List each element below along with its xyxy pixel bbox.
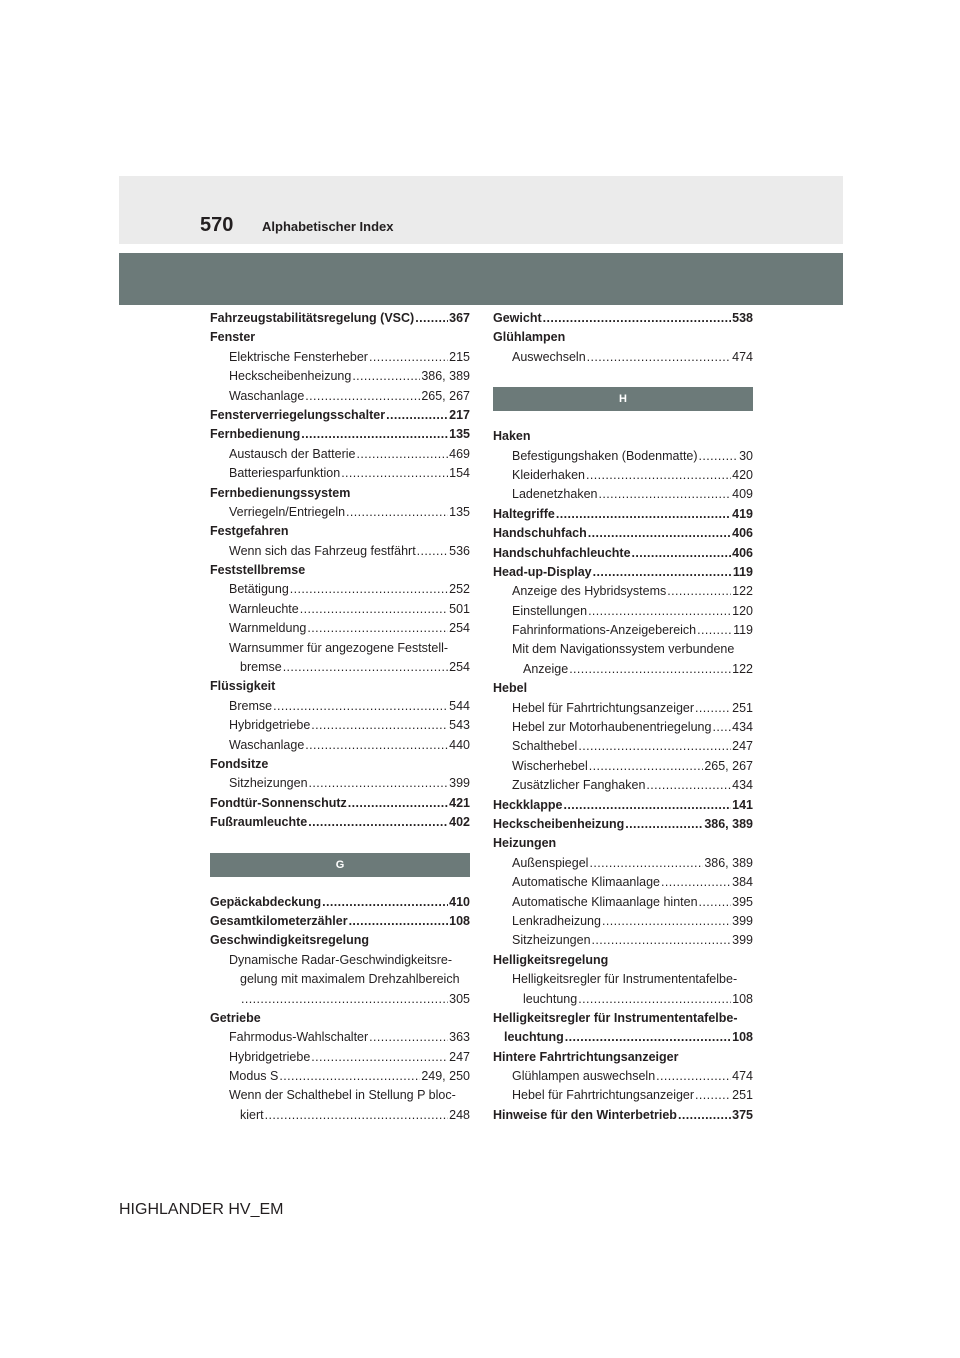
index-term: Fußraumleuchte [210,815,308,830]
index-entry [210,503,470,522]
page-reference[interactable]: 135 [449,427,470,442]
dot-leader [279,1067,420,1086]
page-reference[interactable]: 108 [732,1030,753,1045]
index-term: Feststellbremse [210,563,306,578]
index-entry [493,1009,753,1028]
index-term: Zusätzlicher Fanghaken [512,778,646,793]
page-reference[interactable]: 399 [732,933,753,948]
index-term: Heckscheibenheizung [493,816,625,831]
index-term: Außenspiegel [512,855,589,870]
dot-leader [346,503,448,522]
index-term: Waschanlage [229,737,305,752]
dot-leader [305,736,448,755]
dot-leader [712,718,731,737]
dot-leader [699,447,739,466]
index-entry [210,1106,470,1125]
dot-leader [305,387,420,406]
page-reference[interactable]: 538 [732,311,753,325]
page-reference[interactable]: 251 [732,1088,753,1103]
index-term: Heckklappe [493,797,563,812]
index-entry [210,367,470,386]
page-reference[interactable]: 119 [733,623,753,638]
index-term: Hebel für Fahrtrichtungsanzeiger [512,1088,695,1103]
index-entry [210,794,470,813]
index-entry [493,854,753,873]
dot-leader [602,912,731,931]
index-term: Automatische Klimaanlage [512,875,660,890]
page-reference[interactable]: 247 [732,739,753,754]
index-term: Heizungen [493,836,557,851]
index-term: Anzeige [523,661,569,676]
index-entry [210,1086,470,1105]
index-entry [493,1106,753,1125]
index-term: Batteriesparfunktion [229,466,341,481]
page-reference[interactable]: 399 [449,776,470,791]
index-term: Elektrische Fensterheber [229,349,368,364]
index-term: leuchtung [504,1030,564,1045]
index-term: Fondtür-Sonnenschutz [210,795,347,810]
dot-leader [625,815,703,834]
index-entry [210,464,470,483]
index-term: Verriegeln/Entriegeln [229,504,346,519]
index-column-right [493,309,753,1125]
index-entry [210,1048,470,1067]
index-term: Waschanlage [229,388,305,403]
index-term: leuchtung [523,991,578,1006]
index-entry [493,447,753,466]
index-term: Mit dem Navigationssystem verbundene [512,642,735,657]
dot-leader [308,813,448,832]
index-term: Anzeige des Hybridsystems [512,584,667,599]
page-reference[interactable]: 249, 250 [421,1069,470,1084]
index-entry [493,815,753,834]
index-term: Fernbedienung [210,427,301,442]
dot-leader [661,873,731,892]
index-column-left [210,309,470,1125]
page-reference[interactable]: 410 [449,894,470,909]
dot-leader [309,774,449,793]
page-reference[interactable]: 108 [732,991,753,1006]
dot-leader [369,1028,448,1047]
index-entry [210,348,470,367]
index-entry [493,621,753,640]
index-entry [210,484,470,503]
dot-leader [565,1028,731,1047]
dot-leader [417,542,448,561]
dot-leader [695,1086,731,1105]
dot-leader [283,658,448,677]
index-entry [210,580,470,599]
index-term: Geschwindigkeitsregelung [210,933,370,948]
index-entry [210,1028,470,1047]
dot-leader [578,737,731,756]
index-entry [493,524,753,543]
dot-leader [349,912,449,931]
index-entry [493,660,753,679]
dot-leader [656,1067,731,1086]
page-reference[interactable]: 434 [732,720,753,735]
page-reference[interactable]: 251 [732,700,753,715]
index-entry [493,951,753,970]
dot-leader [311,1048,448,1067]
dot-leader [667,582,731,601]
page-reference[interactable]: 406 [732,545,753,560]
index-entry [210,716,470,735]
index-term: Bremse [229,698,273,713]
index-term: Lenkradheizung [512,913,601,928]
dot-leader [699,893,732,912]
index-term: Warnleuchte [229,601,299,616]
letter-divider: H [493,387,753,411]
dot-leader [588,524,731,543]
index-entry [210,328,470,347]
index-entry [210,912,470,931]
dot-leader [678,1106,731,1125]
index-term: Fahrmodus-Wahlschalter [229,1030,369,1045]
index-term: Sitzheizungen [229,776,308,791]
index-entry [210,990,470,1009]
page-reference[interactable]: 122 [732,661,753,676]
dot-leader [341,464,448,483]
index-term: Hinweise für den Winterbetrieb [493,1107,677,1122]
dot-leader [352,367,420,386]
index-entry [493,931,753,950]
index-entry [493,776,753,795]
page-reference[interactable]: 254 [449,660,470,675]
dot-leader [356,445,448,464]
index-entry [210,425,470,444]
index-entry [210,951,470,970]
index-term: Hebel für Fahrtrichtungsanzeiger [512,700,695,715]
index-term: Handschuhfach [493,526,587,541]
index-term: Einstellungen [512,603,588,618]
index-term: Gewicht [493,311,542,325]
page-reference[interactable]: 265, 267 [421,388,470,403]
page-reference[interactable]: 474 [732,349,753,364]
index-entry [493,893,753,912]
page-reference[interactable]: 215 [449,349,470,364]
index-entry [210,697,470,716]
index-term: Handschuhfachleuchte [493,545,631,560]
index-term: Haken [493,429,531,444]
index-term: Austausch der Batterie [229,446,356,461]
page-reference[interactable]: 252 [449,582,470,597]
dot-leader [386,406,448,425]
index-term: Head-up-Display [493,564,592,579]
page-reference[interactable]: 469 [449,446,470,461]
dot-leader [311,716,448,735]
index-entry [493,679,753,698]
page-reference[interactable]: 141 [732,797,753,812]
page-number: 570 [200,214,234,236]
index-term: Auswechseln [512,349,586,364]
index-term: Dynamische Radar-Geschwindigkeitsre- [229,952,452,967]
page-reference[interactable]: 384 [732,875,753,890]
page-reference[interactable]: 386, 389 [704,816,753,831]
index-term: Ladenetzhaken [512,487,598,502]
index-entry [493,1048,753,1067]
dot-leader [543,309,732,328]
index-term: Fahrinformations-Anzeigebereich [512,623,697,638]
page-reference[interactable]: 419 [732,506,753,521]
dot-leader [589,854,703,873]
index-entry [210,774,470,793]
index-term: Betätigung [229,582,289,597]
index-entry [210,542,470,561]
index-entry [210,931,470,950]
dot-leader [290,580,448,599]
index-term: Helligkeitsregler für Instrumententafelbe- [512,972,738,987]
page-reference[interactable]: 420 [732,467,753,482]
page-reference[interactable]: 247 [449,1049,470,1064]
dot-leader [695,699,731,718]
index-term: Automatische Klimaanlage hinten [512,894,698,909]
index-term: Fensterverriegelungsschalter [210,407,386,422]
page-reference[interactable]: 108 [449,913,470,928]
page-reference[interactable]: 254 [449,621,470,636]
dot-leader [589,757,704,776]
index-term: Wischerhebel [512,758,588,773]
index-entry [493,990,753,1009]
index-entry [493,348,753,367]
index-entry [210,677,470,696]
index-term: Festgefahren [210,524,289,539]
footer-model: HIGHLANDER HV_EM [119,1201,284,1218]
index-term: Fondsitze [210,756,269,771]
dot-leader [646,776,731,795]
index-entry [493,873,753,892]
page-reference[interactable]: 217 [449,407,470,422]
index-entry [210,445,470,464]
index-term: bremse [240,660,282,675]
index-entry [210,1009,470,1028]
dot-leader [586,466,731,485]
index-entry [493,582,753,601]
index-term: gelung mit maximalem Drehzahlbereich [240,972,460,987]
index-entry [210,736,470,755]
index-entry [493,505,753,524]
index-entry [210,1067,470,1086]
index-entry [493,912,753,931]
dot-leader [599,485,732,504]
index-term: Fahrzeugstabilitätsregelung (VSC) [210,311,415,325]
index-entry [493,602,753,621]
dot-leader [265,1106,449,1125]
page-reference[interactable]: 440 [449,737,470,752]
index-entry [493,1067,753,1086]
index-entry [210,309,470,328]
page-reference[interactable]: 399 [732,913,753,928]
index-entry [210,406,470,425]
page-reference[interactable]: 375 [732,1107,753,1122]
dot-leader [348,794,448,813]
index-term: Hintere Fahrtrichtungsanzeiger [493,1049,679,1064]
index-term: Schalthebel [512,739,578,754]
index-term: Haltegriffe [493,506,555,521]
index-term: Getriebe [210,1010,261,1025]
index-term: Wenn sich das Fahrzeug festfährt [229,543,416,558]
index-term: Hebel zur Motorhaubenentriegelung [512,720,712,735]
page-reference[interactable]: 543 [449,718,470,733]
page-reference[interactable]: 119 [732,564,753,579]
dot-leader [593,563,732,582]
dot-leader [273,697,448,716]
index-term: Gesamtkilometerzähler [210,913,348,928]
dot-leader [588,602,731,621]
index-entry [493,718,753,737]
page-reference[interactable]: 122 [732,584,753,599]
index-entry [493,309,753,328]
index-entry [493,796,753,815]
index-entry [493,640,753,659]
index-term: Befestigungshaken (Bodenmatte) [512,448,698,463]
index-entry [210,600,470,619]
page-reference[interactable]: 248 [449,1107,470,1122]
dot-leader [241,990,448,1009]
index-entry [210,639,470,658]
index-term: kiert [240,1107,264,1122]
section-title: Alphabetischer Index [262,219,394,234]
page-reference[interactable]: 386, 389 [421,369,470,384]
letter-divider: G [210,853,470,877]
index-entry [210,387,470,406]
index-term: Fernbedienungssystem [210,485,351,500]
page-reference[interactable]: 409 [732,487,753,502]
page-reference[interactable]: 265, 267 [704,758,753,773]
index-entry [493,970,753,989]
index-entry [210,813,470,832]
page-reference[interactable]: 501 [449,601,470,616]
index-entry [493,563,753,582]
index-entry [210,658,470,677]
dot-leader [587,348,731,367]
page-reference[interactable]: 30 [739,448,753,463]
index-entry [210,755,470,774]
index-entry [493,834,753,853]
index-entry [493,1086,753,1105]
dot-leader [556,505,731,524]
page-reference[interactable]: 367 [449,311,470,325]
dot-leader [307,619,448,638]
index-term: Hybridgetriebe [229,1049,311,1064]
page-reference[interactable]: 395 [732,894,753,909]
index-term: Gepäckabdeckung [210,894,322,909]
index-entry [210,893,470,912]
dot-leader [415,309,448,328]
dot-leader [300,600,448,619]
index-entry [493,699,753,718]
page-reference[interactable]: 386, 389 [704,855,753,870]
index-entry [493,427,753,446]
index-entry [210,970,470,989]
index-term: Hebel [493,681,528,696]
page-reference[interactable]: 474 [732,1069,753,1084]
index-term: Kleiderhaken [512,467,585,482]
dot-leader [563,796,731,815]
index-term: Helligkeitsregler für Instrumententafelbe- [493,1010,738,1025]
index-entry [493,757,753,776]
index-entry [493,485,753,504]
index-entry [493,1028,753,1047]
page-reference[interactable]: 536 [449,543,470,558]
page-reference[interactable]: 154 [449,466,470,481]
dot-leader [592,931,732,950]
page-reference[interactable]: 135 [449,504,470,519]
index-entry [210,619,470,638]
index-term: Fenster [210,330,256,345]
index-term: Sitzheizungen [512,933,591,948]
index-entry [493,466,753,485]
dot-leader [697,621,732,640]
index-term: Helligkeitsregelung [493,952,609,967]
dot-leader [301,425,448,444]
dot-leader [578,990,731,1009]
header-band [119,253,843,305]
dot-leader [569,660,731,679]
page-reference[interactable]: 434 [732,778,753,793]
dot-leader [322,893,448,912]
index-entry [493,737,753,756]
page-reference[interactable]: 305 [449,991,470,1006]
dot-leader [369,348,448,367]
page-reference[interactable]: 421 [449,795,470,810]
index-term: Flüssigkeit [210,679,276,694]
index-entry [493,328,753,347]
index-entry [210,522,470,541]
page-reference[interactable]: 406 [732,526,753,541]
page-reference[interactable]: 363 [449,1030,470,1045]
index-term: Glühlampen auswechseln [512,1069,656,1084]
index-entry [210,561,470,580]
index-term: Warnsummer für angezogene Feststell- [229,640,449,655]
page-reference[interactable]: 402 [449,815,470,830]
index-term: Glühlampen [493,330,566,345]
index-term: Hybridgetriebe [229,718,311,733]
index-term: Wenn der Schalthebel in Stellung P bloc- [229,1088,456,1103]
page-reference[interactable]: 120 [732,603,753,618]
index-term: Heckscheibenheizung [229,369,352,384]
index-term: Warnmeldung [229,621,307,636]
dot-leader [632,544,732,563]
index-entry [493,544,753,563]
index-term: Modus S [229,1069,279,1084]
page-reference[interactable]: 544 [449,698,470,713]
